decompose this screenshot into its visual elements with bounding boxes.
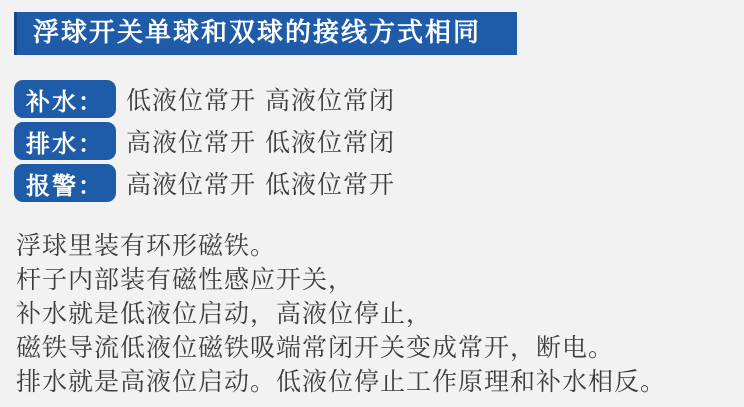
row-drainage	[14, 122, 714, 160]
row-alarm	[14, 164, 714, 202]
row-drainage-text: 高液位常开 低液位常闭	[126, 128, 395, 157]
paragraph-line: 杆子内部装有磁性感应开关，	[16, 265, 355, 294]
title-banner: 浮球开关单球和双球的接线方式相同	[14, 12, 517, 55]
badge-drainage: 排水：	[14, 122, 116, 160]
row-water-supply-text: 低液位常开 高液位常闭	[126, 86, 395, 115]
row-alarm-text: 高液位常开 低液位常开	[126, 170, 395, 199]
badge-water-supply: 补水：	[14, 80, 116, 118]
explanation-paragraph	[16, 229, 736, 399]
paragraph-line: 排水就是高液位启动。低液位停止工作原理和补水相反。	[16, 367, 667, 396]
paragraph-line: 磁铁导流低液位磁铁吸端常闭开关变成常开，断电。	[16, 333, 615, 362]
row-water-supply	[14, 80, 714, 118]
paragraph-line: 补水就是低液位启动，高液位停止，	[16, 299, 433, 328]
paragraph-line: 浮球里装有环形磁铁。	[16, 231, 277, 260]
badge-alarm: 报警：	[14, 164, 116, 202]
wiring-rows	[14, 80, 714, 206]
